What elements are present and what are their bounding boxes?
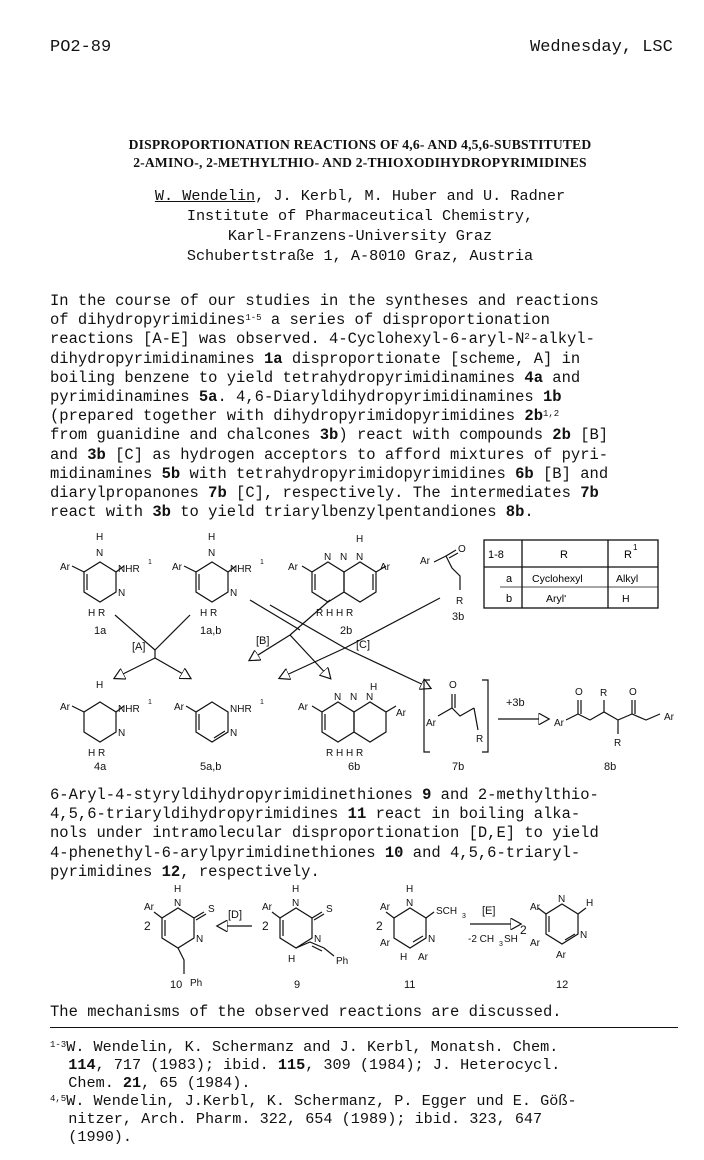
label-7b: 7b: [452, 761, 465, 773]
svg-text:N: N: [366, 692, 374, 703]
text-line: 6-Aryl-4-styryldihydropyrimidinethiones 9 and 2-methylthio-: [50, 786, 599, 804]
references: [50, 1038, 680, 1146]
svg-text:Ar: Ar: [174, 702, 184, 713]
label-1a: 1a: [94, 625, 107, 637]
label-9: 9: [294, 979, 301, 991]
text-line: (prepared together with dihydropyrimidopyrimidines $2b^{1,2}$: [50, 407, 560, 426]
reference-1: $^{1-3}$W. Wendelin, K. Schermanz and J. Kerbl, Monatsh. Chem.: [50, 1038, 559, 1056]
svg-text:3: 3: [462, 913, 466, 920]
label-11: 11: [404, 979, 416, 991]
svg-text:Ar: Ar: [262, 902, 272, 913]
structure-2b: [302, 562, 386, 602]
structure-1a: [72, 562, 124, 602]
table-header-r1-sup: 1: [633, 543, 638, 552]
svg-text:H R: H R: [88, 748, 106, 759]
svg-text:N: N: [356, 552, 364, 563]
reference-2-cont: (1990).: [68, 1128, 133, 1146]
svg-text:NHR: NHR: [230, 704, 252, 715]
arrow-label-E: [E]: [482, 905, 496, 917]
svg-text:Ar: Ar: [418, 952, 428, 963]
affiliation-2: Karl-Franzens-University Graz: [227, 227, 493, 245]
svg-text:R: R: [456, 596, 464, 607]
atom-labels-row-2: [60, 680, 675, 759]
svg-text:N: N: [324, 552, 332, 563]
svg-text:N: N: [292, 898, 300, 909]
svg-text:O: O: [629, 687, 637, 698]
reaction-scheme-2: [0, 884, 704, 994]
svg-text:Ar: Ar: [664, 712, 674, 723]
svg-text:H: H: [174, 884, 182, 895]
svg-text:Ar: Ar: [380, 938, 390, 949]
table-row-key-a: a: [506, 573, 513, 585]
table-header-r1: R: [624, 549, 632, 561]
table-row-r-a: Cyclohexyl: [532, 573, 583, 585]
svg-text:N: N: [334, 692, 342, 703]
svg-text:N: N: [558, 894, 566, 905]
svg-text:Ph: Ph: [336, 956, 349, 967]
paper-title: [40, 136, 680, 172]
affiliation-1: Institute of Pharmaceutical Chemistry,: [186, 207, 534, 225]
svg-text:H: H: [370, 682, 378, 693]
svg-text:N: N: [208, 548, 216, 559]
svg-text:H: H: [406, 884, 414, 895]
closing-sentence: The mechanisms of the observed reactions are discussed.: [50, 1003, 562, 1021]
text-line: diarylpropanones 7b [C], respectively. The intermediates 7b: [50, 484, 599, 503]
svg-text:Ar: Ar: [380, 562, 390, 573]
label-5ab: 5a,b: [200, 761, 222, 773]
substituent-table: [484, 540, 658, 608]
arrow-label-B: [B]: [256, 635, 270, 647]
text-line: In the course of our studies in the syntheses and reactions: [50, 292, 599, 310]
svg-text:N: N: [118, 728, 126, 739]
svg-text:H: H: [586, 898, 594, 909]
svg-text:Ar: Ar: [426, 718, 436, 729]
svg-text:Ar: Ar: [530, 938, 540, 949]
affiliation-3: Schubertstraße 1, A-8010 Graz, Austria: [186, 247, 534, 265]
label-4a: 4a: [94, 761, 107, 773]
reference-2: $^{4,5}$W. Wendelin, J.Kerbl, K. Schermanz, P. Egger und E. Göß-: [50, 1092, 577, 1110]
svg-text:O: O: [458, 544, 466, 555]
svg-text:NHR: NHR: [118, 704, 140, 715]
svg-text:R H H R: R H H R: [316, 608, 354, 619]
text-line: dihydropyrimidinamines 1a disproportionate [scheme, A] in: [50, 349, 581, 368]
arrow-C: [270, 598, 440, 688]
svg-text:Ar: Ar: [144, 902, 154, 913]
svg-text:R: R: [600, 688, 608, 699]
table-header-r: R: [560, 549, 568, 561]
svg-text:Ar: Ar: [298, 702, 308, 713]
reaction-scheme-1: [0, 520, 704, 775]
svg-text:N: N: [96, 548, 104, 559]
text-line: 4,5,6-triaryldihydropyrimidines 11 react in boiling alka-: [50, 805, 581, 824]
svg-text:1: 1: [260, 559, 264, 566]
svg-text:1: 1: [148, 699, 152, 706]
svg-text:Ar: Ar: [288, 562, 298, 573]
svg-text:2: 2: [144, 919, 151, 933]
svg-text:2: 2: [520, 923, 527, 937]
svg-text:Ar: Ar: [420, 556, 430, 567]
structure-6b: [312, 702, 396, 742]
structure-4a: [72, 702, 124, 742]
svg-text:Ar: Ar: [396, 708, 406, 719]
text-line: 4-phenethyl-6-arylpyrimidinethiones 10 and 4,5,6-triaryl-: [50, 843, 581, 862]
svg-text:1: 1: [148, 559, 152, 566]
session-day: Wednesday, LSC: [530, 38, 673, 57]
label-2b: 2b: [340, 625, 353, 637]
author-line: [40, 186, 680, 206]
reference-2-cont: nitzer, Arch. Pharm. 322, 654 (1989); ibid. 323, 647: [68, 1110, 543, 1128]
arrow-label-A: [A]: [132, 641, 146, 653]
svg-text:R H H R: R H H R: [326, 748, 364, 759]
elimination-text: -2 CH: [468, 934, 495, 945]
scheme-2-atoms: [144, 884, 593, 989]
reference-1-cont: Chem. 21, 65 (1984).: [68, 1074, 251, 1092]
author-block: [40, 186, 680, 266]
presenting-author: W. Wendelin: [154, 187, 256, 205]
elimination-text-end: SH: [504, 934, 518, 945]
svg-text:Ph: Ph: [190, 978, 203, 989]
svg-text:Ar: Ar: [530, 902, 540, 913]
svg-text:N: N: [196, 934, 204, 945]
svg-text:N: N: [340, 552, 348, 563]
reference-divider: [50, 1027, 678, 1028]
text-line: and 3b [C] as hydrogen acceptors to afford mixtures of pyri-: [50, 445, 609, 464]
table-row-r-b: Aryl': [546, 593, 567, 605]
svg-text:N: N: [230, 728, 238, 739]
svg-text:Ar: Ar: [60, 562, 70, 573]
svg-text:H: H: [400, 952, 408, 963]
svg-text:Ar: Ar: [380, 902, 390, 913]
text-line: nols under intramolecular disproportionation [D,E] to yield: [50, 824, 599, 843]
label-8b: 8b: [604, 761, 617, 773]
svg-text:H: H: [288, 954, 296, 965]
structure-12: [538, 904, 586, 944]
title-line-2: 2-AMINO-, 2-METHYLTHIO- AND 2-THIOXODIHYDROPYRIMIDINES: [133, 155, 587, 170]
svg-text:N: N: [428, 934, 436, 945]
svg-text:Ar: Ar: [554, 718, 564, 729]
svg-text:S: S: [326, 904, 333, 915]
label-3b: 3b: [452, 611, 465, 623]
table-row-r1-b: H: [622, 593, 630, 605]
session-code: PO2-89: [50, 38, 112, 57]
label-6b: 6b: [348, 761, 361, 773]
structure-9: [272, 908, 334, 956]
svg-text:S: S: [208, 904, 215, 915]
svg-text:N: N: [118, 588, 126, 599]
text-line: react with 3b to yield triarylbenzylpentandiones 8b.: [50, 503, 534, 522]
structure-1ab: [184, 562, 236, 602]
text-line: reactions [A-E] was observed. $4-Cyclohexyl-6-aryl-N^2-alkyl-$: [50, 330, 595, 349]
table-header-key: 1-8: [488, 549, 504, 561]
title-line-1: DISPROPORTIONATION REACTIONS OF 4,6- AND 4,5,6-SUBSTITUTED: [128, 137, 592, 152]
text-line: pyrimidines 12, respectively.: [50, 862, 320, 881]
svg-text:SCH: SCH: [436, 906, 458, 917]
svg-text:Ar: Ar: [172, 562, 182, 573]
svg-text:O: O: [449, 680, 457, 691]
svg-text:H R: H R: [88, 608, 106, 619]
svg-text:NHR: NHR: [118, 564, 140, 575]
arrow-label-C: [C]: [356, 639, 371, 651]
svg-text:1: 1: [260, 699, 264, 706]
svg-text:N: N: [350, 692, 358, 703]
abstract-paragraph-1: [50, 292, 680, 522]
svg-text:H: H: [96, 680, 104, 691]
svg-text:N: N: [174, 898, 182, 909]
svg-text:N: N: [580, 930, 588, 941]
label-10: 10: [170, 979, 183, 991]
svg-text:Ar: Ar: [556, 950, 566, 961]
atom-labels-row-1: [60, 532, 466, 619]
svg-text:O: O: [575, 687, 583, 698]
svg-text:R: R: [476, 734, 484, 745]
text-line: pyrimidinamines 5a. 4,6-Diaryldihydropyrimidinamines 1b: [50, 388, 562, 407]
structure-8b: [566, 700, 660, 734]
structure-5ab: [186, 702, 228, 742]
text-line: boiling benzene to yield tetrahydropyrimidinamines 4a and: [50, 368, 581, 387]
table-row-key-b: b: [506, 593, 513, 605]
svg-text:N: N: [230, 588, 238, 599]
structure-11: [386, 908, 434, 948]
elimination-subscript: 3: [499, 941, 503, 948]
arrow-label-plus-3b: +3b: [506, 697, 525, 709]
svg-text:N: N: [406, 898, 414, 909]
svg-text:H: H: [356, 534, 364, 545]
svg-text:R: R: [614, 738, 622, 749]
svg-text:H R: H R: [200, 608, 218, 619]
svg-text:H: H: [96, 532, 104, 543]
label-12: 12: [556, 979, 569, 991]
svg-text:2: 2: [376, 919, 383, 933]
svg-text:Ar: Ar: [60, 702, 70, 713]
reference-1-cont: 114, 717 (1983); ibid. 115, 309 (1984); J. Heterocycl.: [68, 1056, 561, 1074]
text-line: midinamines 5b with tetrahydropyrimidopyrimidines 6b [B] and: [50, 464, 609, 483]
svg-text:H: H: [292, 884, 300, 895]
structure-3b: [434, 550, 460, 590]
abstract-paragraph-2: [50, 786, 680, 882]
arrow-label-D: [D]: [228, 909, 243, 921]
text-line: from guanidine and chalcones 3b) react with compounds 2b [B]: [50, 426, 609, 445]
svg-text:2: 2: [262, 919, 269, 933]
svg-text:NHR: NHR: [230, 564, 252, 575]
text-line: of dihydropyrimidines$^{1-5}$ a series of disproportionation: [50, 311, 550, 330]
table-row-r1-a: Alkyl: [616, 573, 639, 585]
svg-text:N: N: [314, 934, 322, 945]
arrow-A: [115, 615, 190, 678]
co-authors: , J. Kerbl, M. Huber and U. Radner: [255, 187, 566, 205]
svg-text:H: H: [208, 532, 216, 543]
label-1ab: 1a,b: [200, 625, 222, 637]
